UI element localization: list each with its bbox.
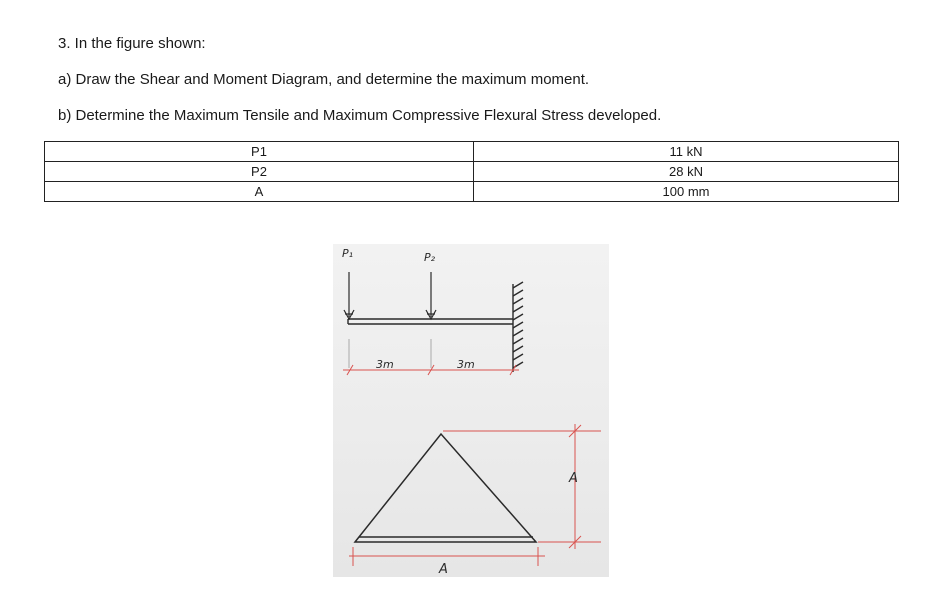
given-values-table (44, 141, 899, 202)
span-label-1: 3m (376, 358, 394, 371)
span-label-2: 3m (457, 358, 475, 371)
beam-figure-drawing (333, 244, 609, 577)
table-cell-label: A (45, 182, 474, 202)
beam-figure-photo (333, 244, 609, 577)
fixed-support (513, 282, 523, 372)
table-row (45, 182, 899, 202)
question-part-a: a) Draw the Shear and Moment Diagram, and determine the maximum moment. (58, 71, 590, 88)
table-row (45, 142, 899, 162)
load-label-p1: P₁ (342, 247, 354, 260)
height-dimension-line (443, 424, 601, 549)
question-title: 3. In the figure shown: (58, 35, 206, 52)
table-cell-label: P1 (45, 142, 474, 162)
load-arrow-p2 (426, 272, 436, 319)
table-cell-value: 28 kN (474, 162, 899, 182)
load-arrow-p1 (344, 272, 354, 319)
table-row (45, 162, 899, 182)
triangular-cross-section (355, 434, 536, 542)
section-height-label: A (569, 471, 578, 486)
table-cell-value: 100 mm (474, 182, 899, 202)
cantilever-beam (348, 319, 513, 324)
table-cell-value: 11 kN (474, 142, 899, 162)
section-base-label: A (439, 562, 448, 577)
load-label-p2: P₂ (424, 251, 436, 264)
question-part-b: b) Determine the Maximum Tensile and Maximum Compressive Flexural Stress developed. (58, 107, 662, 124)
table-cell-label: P2 (45, 162, 474, 182)
